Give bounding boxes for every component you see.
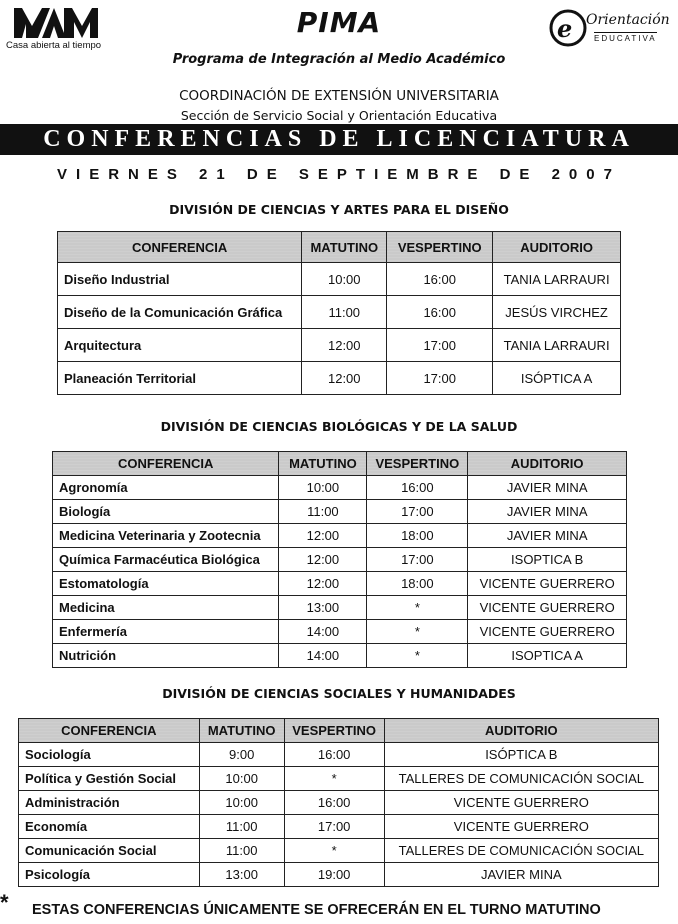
division-title: DIVISIÓN DE CIENCIAS Y ARTES PARA EL DISEÑO [169,202,509,217]
evening-time: 17:00 [367,500,468,524]
evening-time: 16:00 [387,296,493,329]
table-row [19,839,659,863]
morning-time: 10:00 [199,791,284,815]
auditorium: ISÓPTICA B [384,743,658,767]
table-row [53,596,627,620]
evening-time: * [284,839,384,863]
table-row [58,296,621,329]
column-header: AUDITORIO [468,452,627,476]
table-row [58,362,621,395]
evening-time: 17:00 [387,329,493,362]
column-header: VESPERTINO [387,232,493,263]
event-date: VIERNES 21 DE SEPTIEMBRE DE 2007 [57,166,621,183]
footnote-mark: * [0,890,9,915]
uam-caption: Casa abierta al tiempo [6,40,102,51]
evening-time: * [367,596,468,620]
morning-time: 10:00 [302,263,387,296]
column-header: CONFERENCIA [19,719,200,743]
coordination-heading: COORDINACIÓN DE EXTENSIÓN UNIVERSITARIA [179,88,499,104]
evening-time: 17:00 [284,815,384,839]
morning-time: 14:00 [279,620,367,644]
auditorium: JESÚS VIRCHEZ [493,296,621,329]
morning-time: 12:00 [279,524,367,548]
morning-time: 9:00 [199,743,284,767]
table-row [53,476,627,500]
table-row [53,500,627,524]
conference-name: Diseño Industrial [58,263,302,296]
table-row [53,620,627,644]
evening-time: 18:00 [367,524,468,548]
morning-time: 10:00 [279,476,367,500]
evening-time: * [367,620,468,644]
orientacion-educativa-logo [548,8,672,48]
auditorium: ISOPTICA A [468,644,627,668]
table-row [53,644,627,668]
auditorium: VICENTE GUERRERO [468,572,627,596]
evening-time: * [284,767,384,791]
auditorium: JAVIER MINA [468,476,627,500]
conference-name: Sociología [19,743,200,767]
auditorium: VICENTE GUERRERO [468,620,627,644]
auditorium: TANIA LARRAURI [493,263,621,296]
auditorium: TALLERES DE COMUNICACIÓN SOCIAL [384,767,658,791]
conference-name: Diseño de la Comunicación Gráfica [58,296,302,329]
conference-name: Administración [19,791,200,815]
table-header-row [19,719,659,743]
column-header: VESPERTINO [367,452,468,476]
evening-time: 16:00 [367,476,468,500]
auditorium: VICENTE GUERRERO [468,596,627,620]
table-row [53,524,627,548]
footnote: ESTAS CONFERENCIAS ÚNICAMENTE SE OFRECERÁN EN EL TURNO MATUTINO [32,902,601,918]
column-header: AUDITORIO [384,719,658,743]
conference-name: Nutrición [53,644,279,668]
table-row [19,815,659,839]
column-header: CONFERENCIA [58,232,302,263]
section-heading: Sección de Servicio Social y Orientación Educativa [180,108,498,123]
conference-name: Biología [53,500,279,524]
table-header-row [58,232,621,263]
svg-text:e: e [557,14,573,43]
column-header: CONFERENCIA [53,452,279,476]
conference-name: Economía [19,815,200,839]
auditorium: VICENTE GUERRERO [384,815,658,839]
evening-time: 17:00 [367,548,468,572]
table-row [58,263,621,296]
conference-name: Agronomía [53,476,279,500]
morning-time: 11:00 [199,839,284,863]
table-row [19,791,659,815]
evening-time: 18:00 [367,572,468,596]
division-title: DIVISIÓN DE CIENCIAS SOCIALES Y HUMANIDADES [162,686,516,701]
program-subtitle: Programa de Integración al Medio Académico [172,52,506,67]
evening-time: 19:00 [284,863,384,887]
table-row [53,548,627,572]
conference-name: Arquitectura [58,329,302,362]
conference-name: Planeación Territorial [58,362,302,395]
schedule-table-cbs [52,451,627,668]
table-header-row [53,452,627,476]
column-header: AUDITORIO [493,232,621,263]
oe-circle-icon [548,8,588,48]
conference-name: Psicología [19,863,200,887]
column-header: MATUTINO [199,719,284,743]
page-title: PIMA [296,6,382,39]
auditorium: JAVIER MINA [384,863,658,887]
oe-logo-subtext: EDUCATIVA [594,34,657,43]
evening-time: 17:00 [387,362,493,395]
table-row [53,572,627,596]
conference-name: Medicina [53,596,279,620]
conference-name: Química Farmacéutica Biológica [53,548,279,572]
morning-time: 12:00 [279,572,367,596]
conference-banner: CONFERENCIAS DE LICENCIATURA [0,124,678,155]
morning-time: 10:00 [199,767,284,791]
conference-name: Medicina Veterinaria y Zootecnia [53,524,279,548]
auditorium: TANIA LARRAURI [493,329,621,362]
table-row [19,743,659,767]
auditorium: ISÓPTICA A [493,362,621,395]
morning-time: 11:00 [199,815,284,839]
oe-logo-text: Orientación [586,12,670,28]
schedule-table-cyad [57,231,621,395]
morning-time: 14:00 [279,644,367,668]
morning-time: 12:00 [302,362,387,395]
evening-time: 16:00 [284,743,384,767]
table-row [19,863,659,887]
table-row [19,767,659,791]
auditorium: TALLERES DE COMUNICACIÓN SOCIAL [384,839,658,863]
morning-time: 12:00 [279,548,367,572]
auditorium: VICENTE GUERRERO [384,791,658,815]
evening-time: 16:00 [284,791,384,815]
conference-name: Política y Gestión Social [19,767,200,791]
conference-name: Comunicación Social [19,839,200,863]
morning-time: 13:00 [199,863,284,887]
table-row [58,329,621,362]
column-header: VESPERTINO [284,719,384,743]
evening-time: * [367,644,468,668]
morning-time: 11:00 [279,500,367,524]
division-title: DIVISIÓN DE CIENCIAS BIOLÓGICAS Y DE LA SALUD [160,419,518,434]
conference-name: Enfermería [53,620,279,644]
auditorium: ISOPTICA B [468,548,627,572]
column-header: MATUTINO [302,232,387,263]
morning-time: 13:00 [279,596,367,620]
column-header: MATUTINO [279,452,367,476]
morning-time: 12:00 [302,329,387,362]
auditorium: JAVIER MINA [468,500,627,524]
morning-time: 11:00 [302,296,387,329]
evening-time: 16:00 [387,263,493,296]
schedule-table-csh [18,718,659,887]
auditorium: JAVIER MINA [468,524,627,548]
conference-name: Estomatología [53,572,279,596]
